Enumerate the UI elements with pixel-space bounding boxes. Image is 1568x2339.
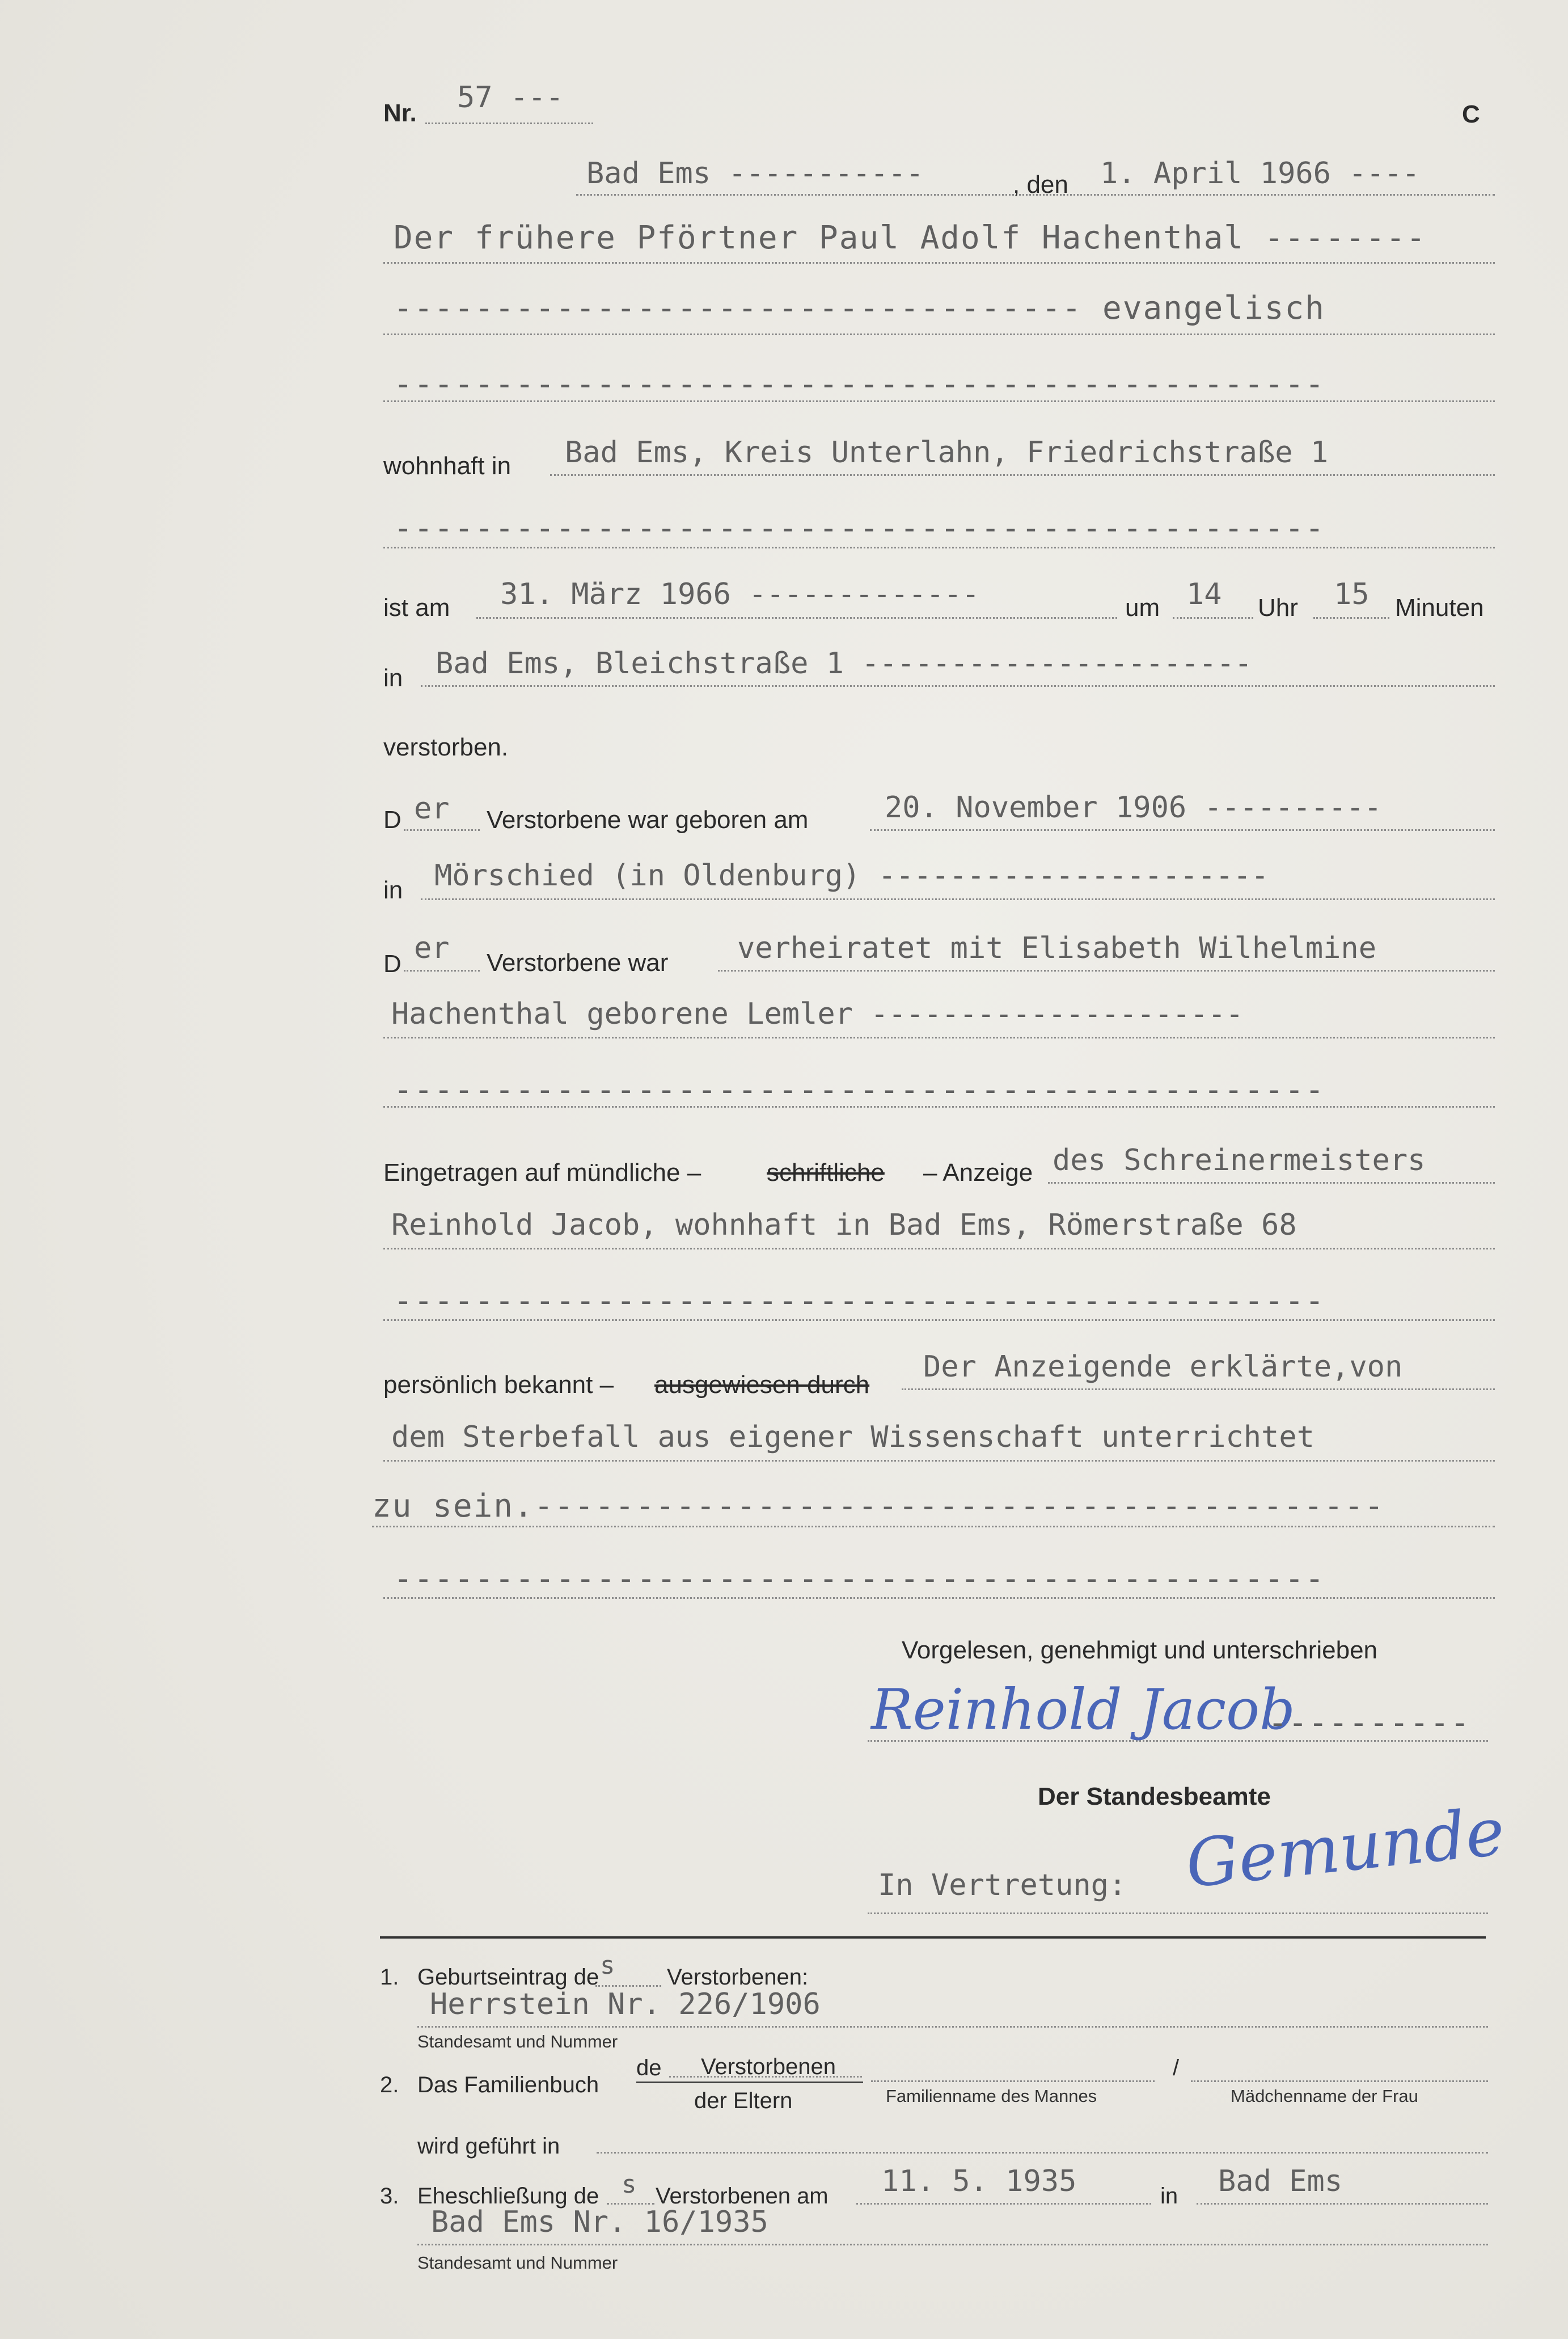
- identity-label-a: persönlich bekannt –: [383, 1371, 614, 1399]
- birth-date-line: [870, 829, 1495, 831]
- birth-d-label: D: [383, 806, 401, 834]
- nr-value: 57 ---: [457, 81, 564, 115]
- footer-item2-fraction-line: [636, 2082, 863, 2083]
- footer-item2-col2-line: [1191, 2080, 1488, 2082]
- footer-item2-col2: Mädchenname der Frau: [1231, 2086, 1418, 2106]
- identity-cont1: dem Sterbefall aus eigener Wissenschaft unterrichtet: [391, 1420, 1315, 1454]
- identity-value: Der Anzeigende erklärte,von: [923, 1350, 1403, 1384]
- blank-line-3: ----------------------------------------------: [394, 366, 1325, 403]
- footer-item3-date: 11. 5. 1935: [881, 2164, 1077, 2198]
- footer-item1-label-b: Verstorbenen:: [667, 1965, 809, 1990]
- report-cont2: ----------------------------------------------: [394, 1282, 1325, 1319]
- report-value: des Schreinermeisters: [1053, 1143, 1426, 1177]
- birth-label: Verstorbene war geboren am: [487, 806, 809, 834]
- report-label-b: – Anzeige: [923, 1159, 1033, 1187]
- death-date: 31. März 1966 -------------: [500, 577, 980, 611]
- marital-er: er: [414, 931, 450, 965]
- footer-item3-label-a: Eheschließung de: [417, 2184, 599, 2209]
- report-line-3: [383, 1319, 1495, 1321]
- report-line: [1048, 1182, 1495, 1184]
- death-minute: 15: [1334, 577, 1370, 611]
- identity-line-4: [383, 1597, 1495, 1599]
- residence-line: [550, 474, 1495, 476]
- nr-line: [425, 123, 593, 124]
- um-label: um: [1125, 594, 1160, 622]
- footer-item3-s-line: [607, 2203, 654, 2205]
- marital-cont1: Hachenthal geborene Lemler ---------------------: [391, 997, 1244, 1031]
- in-vertretung-label: In Vertretung:: [878, 1868, 1127, 1902]
- footer-item1-value: Herrstein Nr. 226/1906: [430, 1987, 821, 2021]
- footer-item3-s: s: [622, 2170, 637, 2199]
- uhr-label: Uhr: [1258, 594, 1298, 622]
- footer-item2-bottom: der Eltern: [694, 2088, 793, 2113]
- residence-line-2: [383, 547, 1495, 548]
- marital-line: [718, 970, 1495, 972]
- footer-item3-value: Bad Ems Nr. 16/1935: [431, 2205, 768, 2239]
- footer-item1-line: [417, 2026, 1488, 2028]
- birth-er-line: [404, 829, 480, 831]
- minute-line: [1313, 617, 1389, 619]
- death-date-line: [476, 617, 1117, 619]
- marital-cont2: ----------------------------------------------: [394, 1071, 1325, 1108]
- footer-item2-top: de: [636, 2055, 662, 2080]
- footer-item3-line: [417, 2244, 1488, 2245]
- footer-separator: [380, 1936, 1486, 1939]
- deceased-name-line: Der frühere Pförtner Paul Adolf Hachenthal --------: [394, 219, 1427, 256]
- corner-letter: C: [1462, 100, 1480, 128]
- registration-place: Bad Ems -----------: [586, 157, 924, 191]
- death-in-label: in: [383, 664, 403, 692]
- footer-item3-place-line: [1197, 2203, 1488, 2205]
- hour-line: [1173, 617, 1253, 619]
- birth-place-line: [421, 898, 1495, 900]
- footer-item2-wird-line: [597, 2152, 1488, 2154]
- nr-label: Nr.: [383, 99, 417, 127]
- footer-item3-in: in: [1160, 2184, 1178, 2209]
- footer-item3-number: 3.: [380, 2184, 399, 2209]
- residence-label: wohnhaft in: [383, 452, 512, 480]
- death-hour: 14: [1186, 577, 1222, 611]
- marital-value: verheiratet mit Elisabeth Wilhelmine: [737, 931, 1377, 965]
- line-1: [383, 262, 1495, 264]
- registrar-title: Der Standesbeamte: [1038, 1783, 1271, 1810]
- den-label: , den: [1013, 171, 1068, 199]
- footer-item3-caption: Standesamt und Nummer: [417, 2253, 618, 2273]
- line-2: [383, 333, 1495, 335]
- registration-date: 1. April 1966 ----: [1100, 157, 1420, 191]
- footer-item1-caption: Standesamt und Nummer: [417, 2032, 618, 2051]
- minuten-label: Minuten: [1395, 594, 1484, 622]
- footer-item2-col1: Familienname des Mannes: [886, 2086, 1097, 2106]
- identity-cont2: zu sein.------------------------------------------: [372, 1488, 1385, 1525]
- footer-item1-s-line: [595, 1985, 661, 1987]
- footer-item2-top-value: Verstorbenen: [701, 2054, 836, 2079]
- footer-item3-place: Bad Ems: [1218, 2164, 1343, 2198]
- marital-label: Verstorbene war: [487, 949, 669, 977]
- footer-item1-label-a: Geburtseintrag de: [417, 1965, 599, 1990]
- marital-d-label: D: [383, 950, 401, 978]
- footer-item3-label-b: Verstorbenen am: [656, 2184, 829, 2209]
- identity-label-struck: ausgewiesen durch: [654, 1371, 870, 1399]
- death-place-line: [421, 685, 1495, 687]
- footer-item2-wird: wird geführt in: [417, 2134, 560, 2159]
- residence-cont: ----------------------------------------------: [394, 510, 1325, 547]
- identity-line-3: [372, 1526, 1495, 1527]
- birth-er: er: [414, 792, 450, 826]
- footer-item1-number: 1.: [380, 1965, 399, 1990]
- identity-line-2: [383, 1460, 1495, 1462]
- informant-signature-dashes: ----------: [1268, 1704, 1471, 1741]
- footer-item2-slash: /: [1173, 2055, 1180, 2080]
- verstorben-label: verstorben.: [383, 733, 509, 761]
- marital-er-line: [404, 970, 480, 972]
- religion-line: ---------------------------------- evangelisch: [394, 290, 1325, 327]
- residence-value: Bad Ems, Kreis Unterlahn, Friedrichstraße 1: [565, 436, 1329, 470]
- report-label-struck: schriftliche: [767, 1159, 885, 1187]
- registrar-signature: Gemunde: [1182, 1793, 1508, 1903]
- footer-item3-date-line: [856, 2203, 1151, 2205]
- birth-date: 20. November 1906 ----------: [885, 791, 1382, 825]
- birth-in-label: in: [383, 876, 403, 904]
- vorgelesen-text: Vorgelesen, genehmigt und unterschrieben: [902, 1636, 1378, 1664]
- footer-item2-col1-line: [871, 2080, 1155, 2082]
- report-cont1: Reinhold Jacob, wohnhaft in Bad Ems, Römerstraße 68: [391, 1208, 1297, 1242]
- registrar-signature-line: [868, 1912, 1488, 1914]
- birth-place: Mörschied (in Oldenburg) ----------------------: [434, 859, 1269, 893]
- death-place: Bad Ems, Bleichstraße 1 ----------------------: [436, 647, 1253, 681]
- marital-line-2: [383, 1037, 1495, 1038]
- report-line-2: [383, 1248, 1495, 1249]
- report-label-a: Eingetragen auf mündliche –: [383, 1159, 701, 1187]
- footer-item2-number: 2.: [380, 2072, 399, 2097]
- ist-am-label: ist am: [383, 594, 450, 622]
- identity-line: [902, 1388, 1495, 1390]
- footer-item1-s: s: [600, 1951, 615, 1980]
- footer-item2-label: Das Familienbuch: [417, 2072, 599, 2097]
- identity-cont3: ----------------------------------------------: [394, 1560, 1325, 1597]
- informant-signature: Reinhold Jacob: [871, 1678, 1295, 1742]
